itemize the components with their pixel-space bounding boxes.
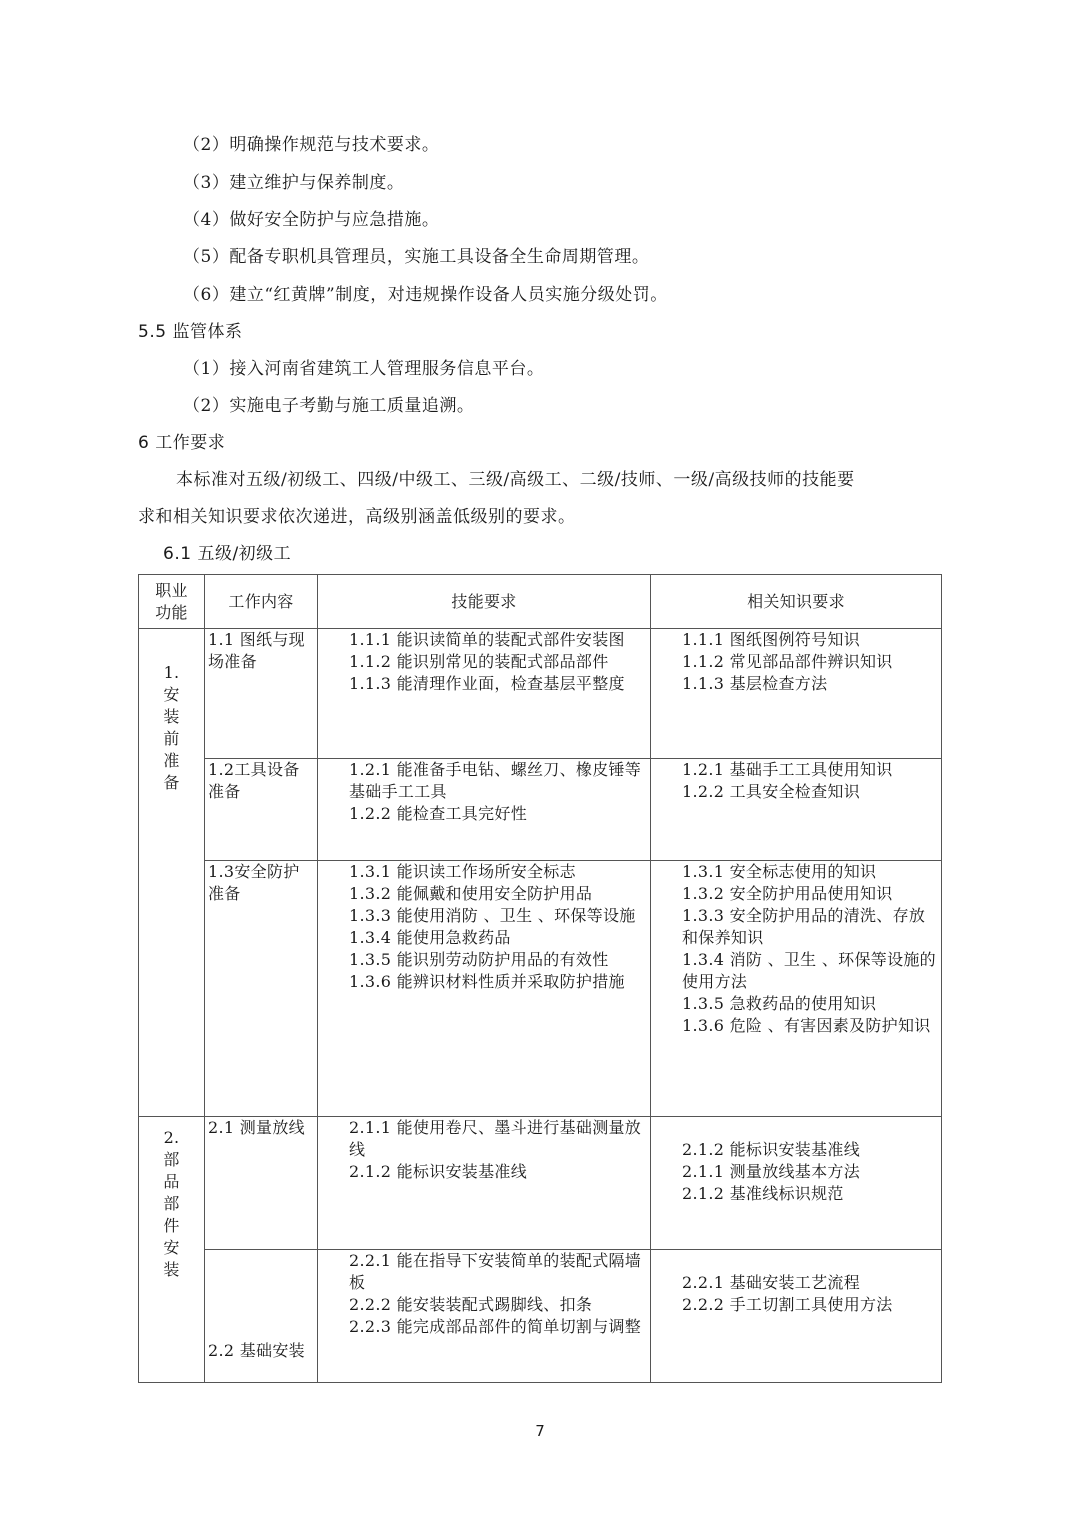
list-item: （3）建立维护与保养制度。 (183, 173, 405, 193)
skills-cell (318, 629, 651, 759)
skill-item: 1.3.5 能识别劳动防护用品的有效性 (349, 950, 609, 969)
skill-item: 1.2.2 能检查工具完好性 (349, 804, 527, 823)
skill-item: 2.2.3 能完成部品部件的简单切割与调整 (349, 1317, 642, 1336)
knowledge-cell (651, 1250, 942, 1383)
content-cell: 2.2 基础安装 (205, 1250, 318, 1383)
knowledge-item: 2.1.2 基准线标识规范 (682, 1184, 844, 1203)
skill-item: 1.2.1 能准备手电钻、螺丝刀、橡皮锤等基础手工工具 (349, 760, 642, 801)
skills-table (138, 574, 942, 1383)
knowledge-item: 1.3.6 危险 、有害因素及防护知识 (682, 1016, 931, 1035)
list-item: （2）明确操作规范与技术要求。 (183, 135, 440, 155)
skills-cell (318, 759, 651, 861)
function-cell-1: 1.安装前准备 (139, 629, 205, 1117)
paragraph-line: 本标准对五级/初级工、四级/中级工、三级/高级工、二级/技师、一级/高级技师的技能要 (176, 470, 855, 490)
knowledge-item: 1.3.1 安全标志使用的知识 (682, 862, 877, 881)
skill-item: 2.1.1 能使用卷尺、墨斗进行基础测量放线 (349, 1118, 642, 1159)
skill-item: 1.3.3 能使用消防 、卫生 、环保等设施 (349, 906, 636, 925)
table-header-row (139, 575, 942, 629)
skill-item: 1.3.4 能使用急救药品 (349, 928, 511, 947)
paragraph-line: 求和相关知识要求依次递进，高级别涵盖低级别的要求。 (138, 507, 576, 527)
section-heading-5-5: 5.5 监管体系 (138, 322, 243, 342)
list-item: （6）建立“红黄牌”制度，对违规操作设备人员实施分级处罚。 (183, 285, 668, 305)
knowledge-item: 2.1.2 能标识安装基准线 (682, 1140, 860, 1159)
skills-cell (318, 861, 651, 1117)
skill-item: 2.2.2 能安装装配式踢脚线、扣条 (349, 1295, 593, 1314)
skill-item: 1.3.6 能辨识材料性质并采取防护措施 (349, 972, 625, 991)
skills-cell (318, 1250, 651, 1383)
skill-item: 1.1.2 能识别常见的装配式部品部件 (349, 652, 609, 671)
function-cell-2: 2.部品部件安装 (139, 1117, 205, 1383)
knowledge-item: 1.2.1 基础手工工具使用知识 (682, 760, 893, 779)
knowledge-item: 1.1.1 图纸图例符号知识 (682, 630, 860, 649)
header-func: 职业功能 (139, 575, 205, 629)
subheading-6-1: 6.1 五级/初级工 (163, 544, 292, 564)
table-row (139, 629, 942, 759)
section-heading-6: 6 工作要求 (138, 433, 226, 453)
skill-item: 1.1.1 能识读简单的装配式部件安装图 (349, 630, 625, 649)
knowledge-item: 1.1.3 基层检查方法 (682, 674, 828, 693)
knowledge-cell (651, 629, 942, 759)
knowledge-item: 1.1.2 常见部品部件辨识知识 (682, 652, 893, 671)
knowledge-item: 2.2.1 基础安装工艺流程 (682, 1273, 860, 1292)
knowledge-item: 1.3.4 消防 、卫生 、环保等设施的使用方法 (682, 950, 936, 991)
knowledge-cell (651, 861, 942, 1117)
list-item: （5）配备专职机具管理员，实施工具设备全生命周期管理。 (183, 247, 650, 267)
content-cell: 1.3安全防护准备 (205, 861, 318, 1117)
knowledge-item: 1.2.2 工具安全检查知识 (682, 782, 860, 801)
knowledge-cell (651, 759, 942, 861)
table-row (139, 759, 942, 861)
skill-item: 1.3.1 能识读工作场所安全标志 (349, 862, 576, 881)
content-cell: 1.2工具设备准备 (205, 759, 318, 861)
header-skills: 技能要求 (318, 575, 651, 629)
list-item: （4）做好安全防护与应急措施。 (183, 210, 440, 230)
header-content: 工作内容 (205, 575, 318, 629)
knowledge-item: 2.1.1 测量放线基本方法 (682, 1162, 860, 1181)
knowledge-item: 1.3.5 急救药品的使用知识 (682, 994, 877, 1013)
list-item: （2）实施电子考勤与施工质量追溯。 (183, 396, 475, 416)
table-row (139, 861, 942, 1117)
table-row (139, 1250, 942, 1383)
knowledge-item: 1.3.2 安全防护用品使用知识 (682, 884, 893, 903)
page-number: 7 (535, 1422, 545, 1440)
header-knowledge: 相关知识要求 (651, 575, 942, 629)
skill-item: 1.3.2 能佩戴和使用安全防护用品 (349, 884, 593, 903)
content-cell: 1.1 图纸与现场准备 (205, 629, 318, 759)
list-item: （1）接入河南省建筑工人管理服务信息平台。 (183, 359, 545, 379)
skills-cell (318, 1117, 651, 1250)
table-row (139, 1117, 942, 1250)
knowledge-item: 2.2.2 手工切割工具使用方法 (682, 1295, 893, 1314)
skill-item: 2.2.1 能在指导下安装简单的装配式隔墙板 (349, 1251, 642, 1292)
skill-item: 1.1.3 能清理作业面，检查基层平整度 (349, 674, 625, 693)
skill-item: 2.1.2 能标识安装基准线 (349, 1162, 527, 1181)
knowledge-item: 1.3.3 安全防护用品的清洗、存放和保养知识 (682, 906, 926, 947)
content-cell: 2.1 测量放线 (205, 1117, 318, 1250)
knowledge-cell (651, 1117, 942, 1250)
